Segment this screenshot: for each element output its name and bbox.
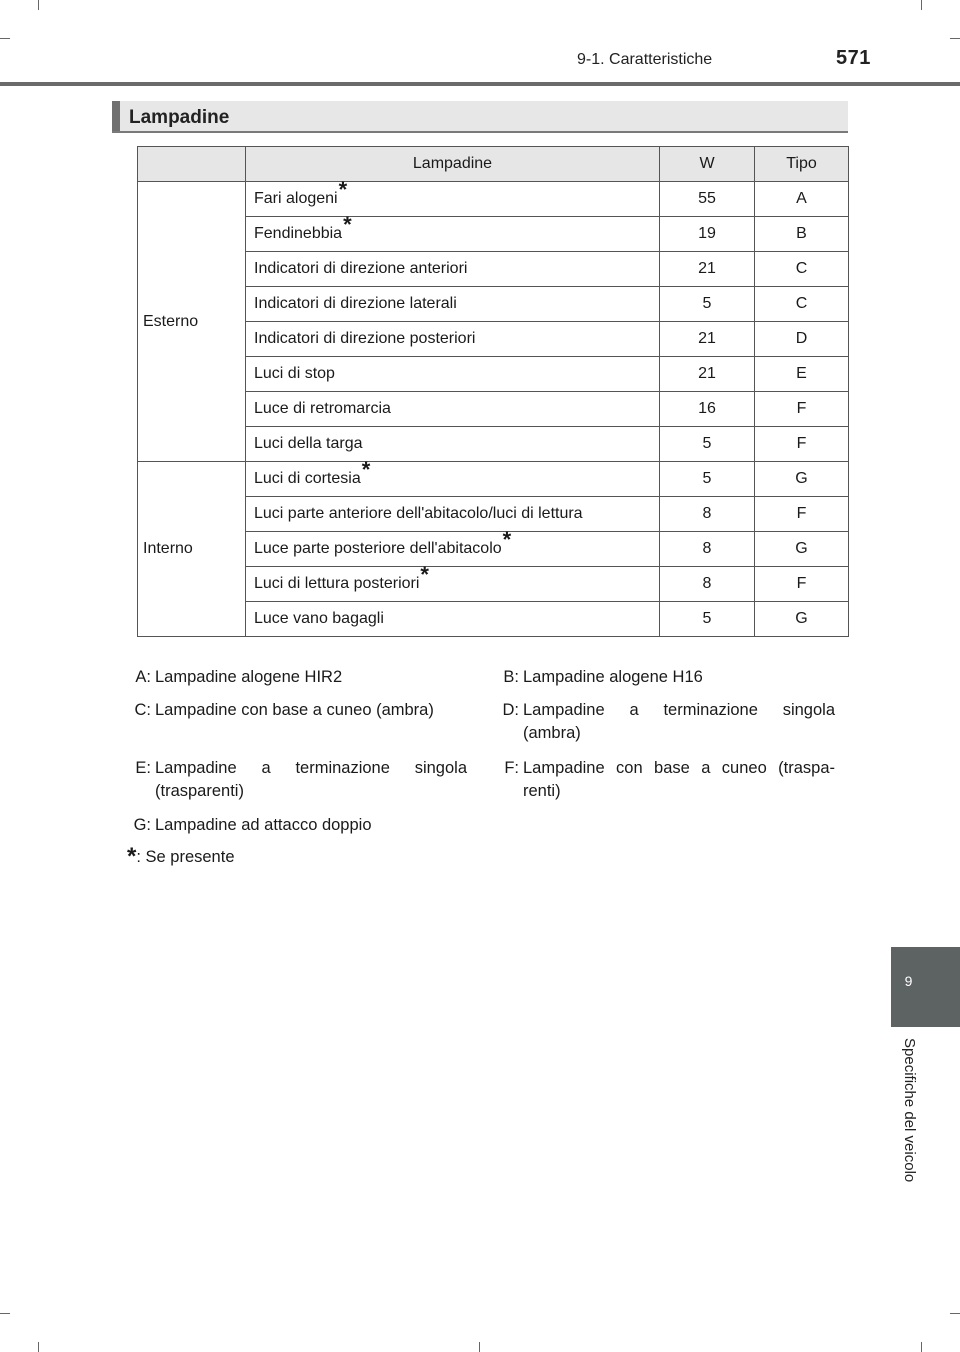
footnote-text: : Se presente <box>136 848 235 866</box>
table-header-group <box>138 147 246 182</box>
section-title: Lampadine <box>129 107 230 128</box>
table-header-bulb: Lampadine <box>246 147 660 182</box>
bulbs-table <box>137 146 849 637</box>
table-body <box>138 177 849 637</box>
asterisk-icon: * <box>343 212 352 237</box>
crop-mark <box>921 1342 922 1352</box>
bulb-name-cell <box>246 527 660 567</box>
type-cell: F <box>755 497 849 532</box>
bulb-name-cell <box>246 287 660 322</box>
asterisk-icon: * <box>420 562 429 587</box>
wattage-cell: 8 <box>660 497 755 532</box>
crop-mark <box>950 38 960 39</box>
table-header-type: Tipo <box>755 147 849 182</box>
footnote <box>127 843 235 869</box>
row-group-label: Interno <box>138 462 246 637</box>
type-cell: F <box>755 392 849 427</box>
bulb-name-cell <box>246 252 660 287</box>
header-rule <box>0 82 960 86</box>
wattage-cell: 5 <box>660 602 755 637</box>
bulb-name: Luci di cortesia <box>254 470 361 487</box>
wattage-cell: 5 <box>660 427 755 462</box>
legend-text: Lampadine a terminazione singola (ambra) <box>523 701 835 742</box>
legend-text: Lampadine con base a cuneo (ambra) <box>155 701 434 719</box>
asterisk-icon: * <box>127 843 137 870</box>
wattage-cell: 5 <box>660 287 755 322</box>
row-group-label: Esterno <box>138 182 246 462</box>
bulb-name-cell <box>246 322 660 357</box>
bulb-name-cell <box>246 392 660 427</box>
wattage-cell: 21 <box>660 322 755 357</box>
chapter-label: Specifiche del veicolo <box>901 1038 918 1183</box>
bulb-name-cell <box>246 457 660 497</box>
asterisk-icon: * <box>361 457 371 482</box>
asterisk-icon: * <box>502 527 512 552</box>
legend-item-f <box>497 757 837 805</box>
bulb-name-cell <box>246 602 660 637</box>
page-number: 571 <box>836 47 871 69</box>
bulb-name-cell <box>246 177 660 217</box>
wattage-cell: 8 <box>660 532 755 567</box>
legend-text: Lampadine a terminazione singola (trasparenti) <box>155 759 467 800</box>
bulb-name-cell <box>246 212 660 252</box>
wattage-cell: 21 <box>660 252 755 287</box>
table-header-watt: W <box>660 147 755 182</box>
type-cell: G <box>755 602 849 637</box>
legend-item-e <box>129 757 469 805</box>
type-cell: B <box>755 217 849 252</box>
bulb-name: Luce di retromarcia <box>254 400 391 417</box>
legend-item-a <box>129 666 469 690</box>
legend-key: C: <box>134 701 151 719</box>
crop-mark <box>950 1313 960 1314</box>
bulb-name: Indicatori di direzione posteriori <box>254 330 476 347</box>
bulb-name: Indicatori di direzione laterali <box>254 295 457 312</box>
type-cell: D <box>755 322 849 357</box>
type-cell: G <box>755 462 849 497</box>
bulb-name: Luci di stop <box>254 365 335 382</box>
legend-item-c <box>129 699 469 747</box>
asterisk-icon: * <box>338 177 348 202</box>
chapter-number: 9 <box>904 973 913 989</box>
section-heading: 9-1. Caratteristiche <box>577 51 713 68</box>
type-cell: E <box>755 357 849 392</box>
chapter-tab <box>891 947 960 1027</box>
crop-mark <box>921 0 922 10</box>
legend-item-d <box>497 699 837 747</box>
bulb-name: Luci della targa <box>254 435 363 452</box>
legend-key: D: <box>502 701 519 719</box>
legend-key: G: <box>133 816 151 834</box>
crop-mark <box>38 1342 39 1352</box>
table-header-row <box>138 147 849 182</box>
legend-text: Lampadine con base a cuneo (traspa- renti) <box>523 759 835 800</box>
wattage-cell: 5 <box>660 462 755 497</box>
bulb-name: Luce parte posteriore dell'abitacolo <box>254 540 502 557</box>
bulb-name: Luci di lettura posteriori <box>254 575 420 592</box>
type-cell: A <box>755 182 849 217</box>
section-title-accent <box>112 101 120 131</box>
crop-mark <box>38 0 39 10</box>
legend-key: F: <box>504 759 519 777</box>
crop-mark <box>0 38 10 39</box>
type-cell: C <box>755 287 849 322</box>
bulb-name-cell <box>246 497 660 532</box>
bulb-name: Fari alogeni <box>254 190 338 207</box>
type-cell: F <box>755 567 849 602</box>
table-row <box>138 462 849 497</box>
bulb-name: Indicatori di direzione anteriori <box>254 260 468 277</box>
bulb-name: Luci parte anteriore dell'abitacolo/luci di lettura <box>254 505 583 522</box>
legend-key: A: <box>135 668 151 686</box>
bulb-name-cell <box>246 357 660 392</box>
wattage-cell: 19 <box>660 217 755 252</box>
type-cell: C <box>755 252 849 287</box>
crop-mark <box>0 1313 10 1314</box>
wattage-cell: 21 <box>660 357 755 392</box>
section-title-bar <box>112 101 848 133</box>
bulb-name-cell <box>246 427 660 462</box>
type-cell: G <box>755 532 849 567</box>
legend-text: Lampadine ad attacco doppio <box>155 816 372 834</box>
wattage-cell: 55 <box>660 182 755 217</box>
wattage-cell: 8 <box>660 567 755 602</box>
legend-item-g <box>129 814 469 838</box>
legend-key: B: <box>503 668 519 686</box>
bulb-name: Luce vano bagagli <box>254 610 384 627</box>
bulb-name-cell <box>246 562 660 602</box>
type-cell: F <box>755 427 849 462</box>
legend-item-b <box>497 666 837 690</box>
wattage-cell: 16 <box>660 392 755 427</box>
legend-text: Lampadine alogene H16 <box>523 668 703 686</box>
crop-mark <box>479 1342 480 1352</box>
legend-text: Lampadine alogene HIR2 <box>155 668 343 686</box>
table-row <box>138 182 849 217</box>
bulb-name: Fendinebbia <box>254 225 343 242</box>
legend-key: E: <box>135 759 151 777</box>
